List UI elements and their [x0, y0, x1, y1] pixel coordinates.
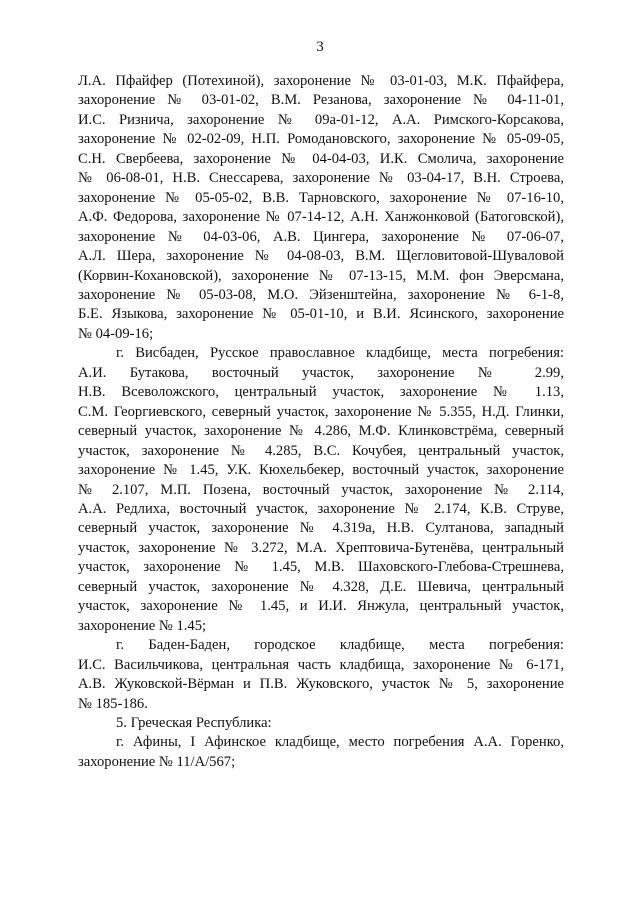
text-line: С.Н. Свербеева, захоронение № 04-04-03, И.К. Смолича, захоронение [78, 150, 564, 167]
text-line: захоронение № 05-05-02, В.В. Тарновского, захоронение № 07-16-10, [78, 189, 564, 206]
text-line: № 04-09-16; [78, 325, 154, 342]
text-line: захоронение № 11/А/567; [78, 753, 236, 770]
text-line: Б.Е. Языкова, захоронение № 05-01-10, и В.И. Ясинского, захоронение [78, 306, 564, 323]
text-line: северный участок, захоронение № 4.319а, Н.В. Султанова, западный [78, 520, 564, 537]
text-line: северный участок, захоронение № 4.286, М.Ф. Клинковстрёма, северный [78, 423, 564, 440]
text-line: № 06-08-01, Н.В. Снессарева, захоронение № 03-04-17, В.Н. Строева, [78, 170, 564, 187]
text-line: захоронение № 05-03-08, М.О. Эйзенштейна, захоронение № 6-1-8, [78, 286, 564, 303]
text-line: участок, захоронение № 3.272, М.А. Хрептовича-Бутенёва, центральный [78, 539, 564, 556]
section-heading: 5. Греческая Республика: [116, 714, 272, 731]
text-line: А.Ф. Федорова, захоронение № 07-14-12, А.Н. Ханжонковой (Батоговской), [78, 209, 564, 226]
text-line: А.И. Бутакова, восточный участок, захоронение № 2.99, [78, 364, 564, 381]
text-line: И.С. Ризнича, захоронение № 09а-01-12, А.А. Римского-Корсакова, [78, 111, 564, 128]
text-line: северный участок, захоронение № 4.328, Д.Е. Шевича, центральный [78, 578, 564, 595]
text-line: захоронение № 1.45; [78, 617, 207, 634]
text-line: Л.А. Пфайфер (Потехиной), захоронение № 03-01-03, М.К. Пфайфера, [78, 73, 564, 89]
text-line: № 185-186. [78, 695, 148, 712]
text-line: Н.В. Всеволожского, центральный участок, захоронение № 1.13, [78, 384, 564, 401]
text-line: г. Афины, I Афинское кладбище, место погребения А.А. Горенко, [116, 734, 564, 751]
text-line: участок, захоронение № 4.285, В.С. Кочубея, центральный участок, [78, 442, 564, 459]
text-line: г. Висбаден, Русское православное кладбище, места погребения: [116, 345, 564, 362]
text-line: захоронение № 02-02-09, Н.П. Ромодановского, захоронение № 05-09-05, [78, 131, 564, 148]
text-line: И.С. Васильчикова, центральная часть кладбища, захоронение № 6-171, [78, 656, 564, 673]
document-body [78, 72, 564, 772]
text-line: № 2.107, М.П. Позена, восточный участок, захоронение № 2.114, [78, 481, 564, 498]
text-line: (Корвин-Кохановской), захоронение № 07-13-15, М.М. фон Эверсмана, [78, 267, 564, 284]
text-line: участок, захоронение № 1.45, и И.И. Янжула, центральный участок, [78, 598, 564, 615]
text-line: А.Л. Шера, захоронение № 04-08-03, В.М. Щегловитовой-Шуваловой [78, 248, 564, 265]
text-line: участок, захоронение № 1.45, М.В. Шаховского-Глебова-Стрешнева, [78, 559, 564, 576]
text-line: С.М. Георгиевского, северный участок, захоронение № 5.355, Н.Д. Глинки, [78, 403, 564, 420]
text-line: захоронение № 1.45, У.К. Кюхельбекер, восточный участок, захоронение [78, 462, 564, 479]
text-line: А.В. Жуковской-Вёрман и П.В. Жуковского, участок № 5, захоронение [78, 676, 564, 693]
text-line: захоронение № 03-01-02, В.М. Резанова, захоронение № 04-11-01, [78, 92, 564, 109]
page-number: 3 [316, 39, 324, 55]
text-line: захоронение № 04-03-06, А.В. Цингера, захоронение № 07-06-07, [78, 228, 564, 245]
text-line: г. Баден-Баден, городское кладбище, места погребения: [116, 637, 564, 654]
text-line: А.А. Редлиха, восточный участок, захоронение № 2.174, К.В. Струве, [78, 500, 564, 517]
